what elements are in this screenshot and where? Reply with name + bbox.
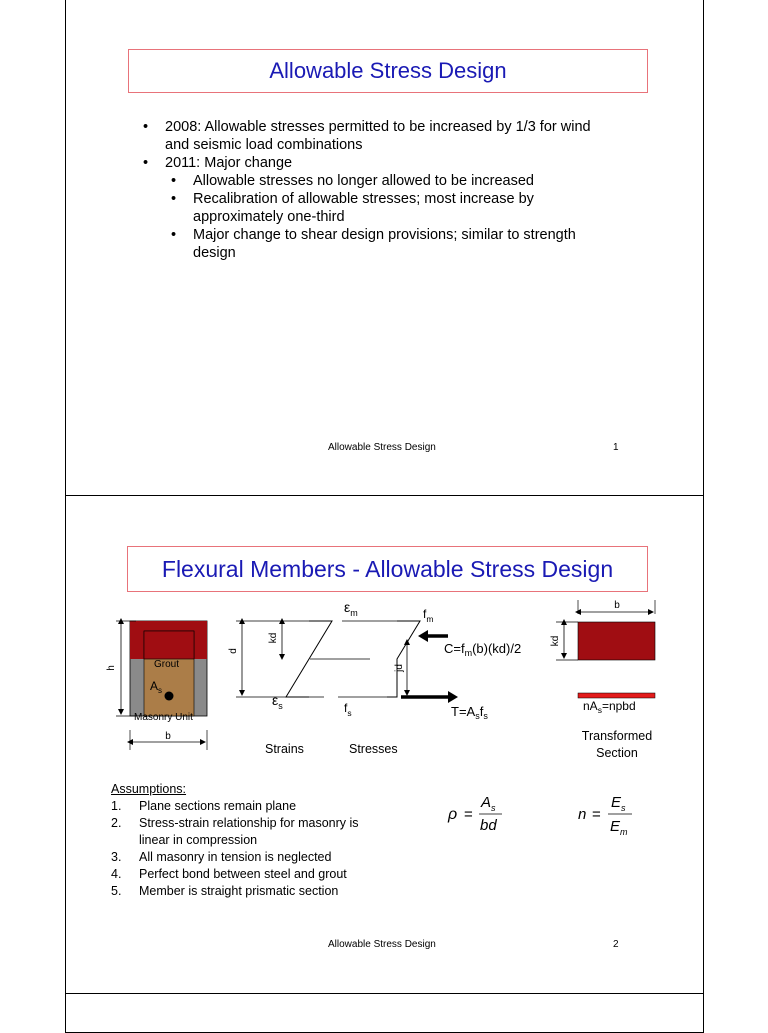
assumption-item: 4. Perfect bond between steel and grout xyxy=(111,867,347,881)
fs-label: $f_s$ xyxy=(344,701,352,718)
slide-1-bullets xyxy=(143,118,613,262)
slide-2-page-number: 2 xyxy=(613,939,619,950)
slide-2 xyxy=(65,495,704,994)
svg-text:bd: bd xyxy=(480,817,497,834)
svg-text:ρ: ρ xyxy=(448,806,458,823)
formula-n xyxy=(574,791,664,841)
transformed-steel-strip xyxy=(578,693,655,698)
slide-2-title: Flexural Members - Allowable Stress Design xyxy=(127,546,648,592)
masonry-unit-label: Masonry Unit xyxy=(134,712,193,723)
c-force-label: $C=f_m(b)(kd)/2$ xyxy=(444,641,522,658)
svg-text:Em: $E_m$ xyxy=(610,818,628,837)
assumption-item: 5. Member is straight prismatic section xyxy=(111,884,339,898)
slide-1-title: Allowable Stress Design xyxy=(128,49,648,93)
rebar-dot xyxy=(165,692,174,701)
transformed-label-2: Section xyxy=(596,746,638,760)
bullet-2008: • 2008: Allowable stresses permitted to be increased by 1/3 for wind and seismic load combinations xyxy=(143,118,613,154)
jd-label: jd xyxy=(394,664,405,672)
svg-text:Es: $E_s$ xyxy=(611,794,626,813)
b-label-section: b xyxy=(165,731,171,742)
t-force-label: $T=A_sf_s$ xyxy=(451,704,488,721)
assumptions-list xyxy=(111,781,401,900)
as-label: $A_s$ xyxy=(150,679,163,695)
svg-text:=: = xyxy=(464,806,473,823)
strains-label: Strains xyxy=(265,742,304,756)
grout-label: Grout xyxy=(154,659,180,670)
sub-bullet: • Allowable stresses no longer allowed to be increased xyxy=(171,172,613,190)
assumption-item: 1. Plane sections remain plane xyxy=(111,799,297,813)
svg-text:n: n xyxy=(578,806,587,823)
stresses-label: Stresses xyxy=(349,742,398,756)
slide-2-footer-title: Allowable Stress Design xyxy=(328,939,436,950)
assumption-item: 2. Stress-strain relationship for masonry is linear in compression xyxy=(111,816,359,847)
assumption-item: 3. All masonry in tension is neglected xyxy=(111,850,332,864)
fm-label: $f_m$ xyxy=(423,607,434,624)
h-label: h xyxy=(106,665,117,671)
bullet-2011: • 2011: Major change xyxy=(143,154,613,172)
transformed-label-1: Transformed xyxy=(581,729,653,743)
transformed-compression-block xyxy=(578,622,655,660)
assumptions-heading: Assumptions: xyxy=(111,782,187,796)
svg-text:=: = xyxy=(592,806,601,823)
slide-3-partial xyxy=(65,993,704,1033)
kd-label-transformed: kd xyxy=(550,635,561,647)
slide-1 xyxy=(65,0,704,496)
kd-label: kd xyxy=(268,632,279,644)
eps-s-label: $\varepsilon_s$ xyxy=(272,692,283,711)
eps-m-label: $\varepsilon_m$ xyxy=(344,599,358,618)
b-label-transformed: b xyxy=(614,600,620,611)
formula-rho xyxy=(444,791,534,841)
sub-bullet: • Recalibration of allowable stresses; most increase by approximately one-third xyxy=(171,190,613,226)
nas-label: $nA_s=npbd$ xyxy=(583,699,636,715)
svg-text:As: $A_s$ xyxy=(481,794,496,813)
stress-profile xyxy=(387,621,420,697)
slide-1-footer-title: Allowable Stress Design xyxy=(328,442,436,453)
sub-bullet: • Major change to shear design provisions; similar to strength design xyxy=(171,226,613,262)
slide-1-page-number: 1 xyxy=(613,442,619,453)
d-label: d xyxy=(228,648,239,654)
